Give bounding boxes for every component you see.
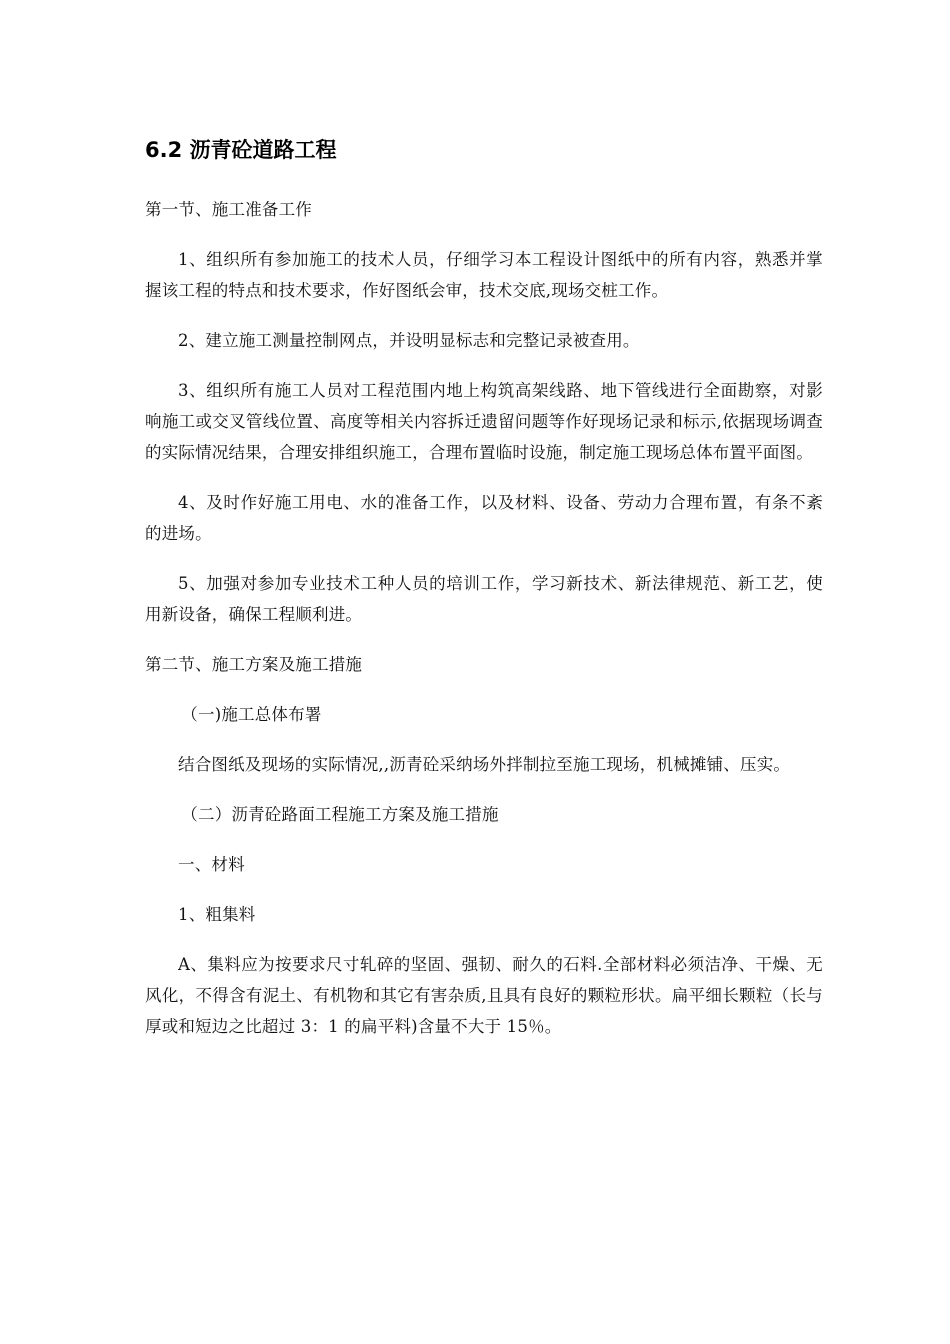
document-body xyxy=(145,134,823,1061)
document-title: 6.2 沥青砼道路工程 xyxy=(145,138,337,162)
paragraph: A、集料应为按要求尺寸轧碎的坚固、强韧、耐久的石料.全部材料必须洁净、干燥、无风化，不得含有泥土、有机物和其它有害杂质,且具有良好的颗粒形状。扁平细长颗粒（长与厚或和短边之比超过 3：1 的扁平料)含量不大于 15％。 xyxy=(145,955,823,1036)
paragraph: 5、加强对参加专业技术工种人员的培训工作，学习新技术、新法律规范、新工艺，使用新设备，确保工程顺利进。 xyxy=(145,574,823,624)
paragraph: 结合图纸及现场的实际情况,,沥青砼采纳场外拌制拉至施工现场，机械摊铺、压实。 xyxy=(178,755,791,774)
subsection-heading: （一)施工总体布署 xyxy=(181,705,322,724)
subsection-heading: （二）沥青砼路面工程施工方案及施工措施 xyxy=(181,805,499,824)
section-heading: 第一节、施工准备工作 xyxy=(145,200,312,219)
paragraph: 1、组织所有参加施工的技术人员，仔细学习本工程设计图纸中的所有内容，熟悉并掌握该工程的特点和技术要求，作好图纸会审，技术交底,现场交桩工作。 xyxy=(145,250,823,300)
item-heading: 一、材料 xyxy=(178,855,245,874)
section-heading: 第二节、施工方案及施工措施 xyxy=(145,655,363,674)
paragraph: 3、组织所有施工人员对工程范围内地上构筑高架线路、地下管线进行全面勘察，对影响施工或交叉管线位置、高度等相关内容拆迁遗留问题等作好现场记录和标示,依据现场调查的实际情况结果，合理安排组织施工，合理布置临时设施，制定施工现场总体布置平面图。 xyxy=(145,381,823,462)
paragraph: 4、及时作好施工用电、水的准备工作，以及材料、设备、劳动力合理布置，有条不紊的进场。 xyxy=(145,493,823,543)
item-heading: 1、粗集料 xyxy=(178,905,256,924)
paragraph: 2、建立施工测量控制网点，并设明显标志和完整记录被查用。 xyxy=(178,331,640,350)
